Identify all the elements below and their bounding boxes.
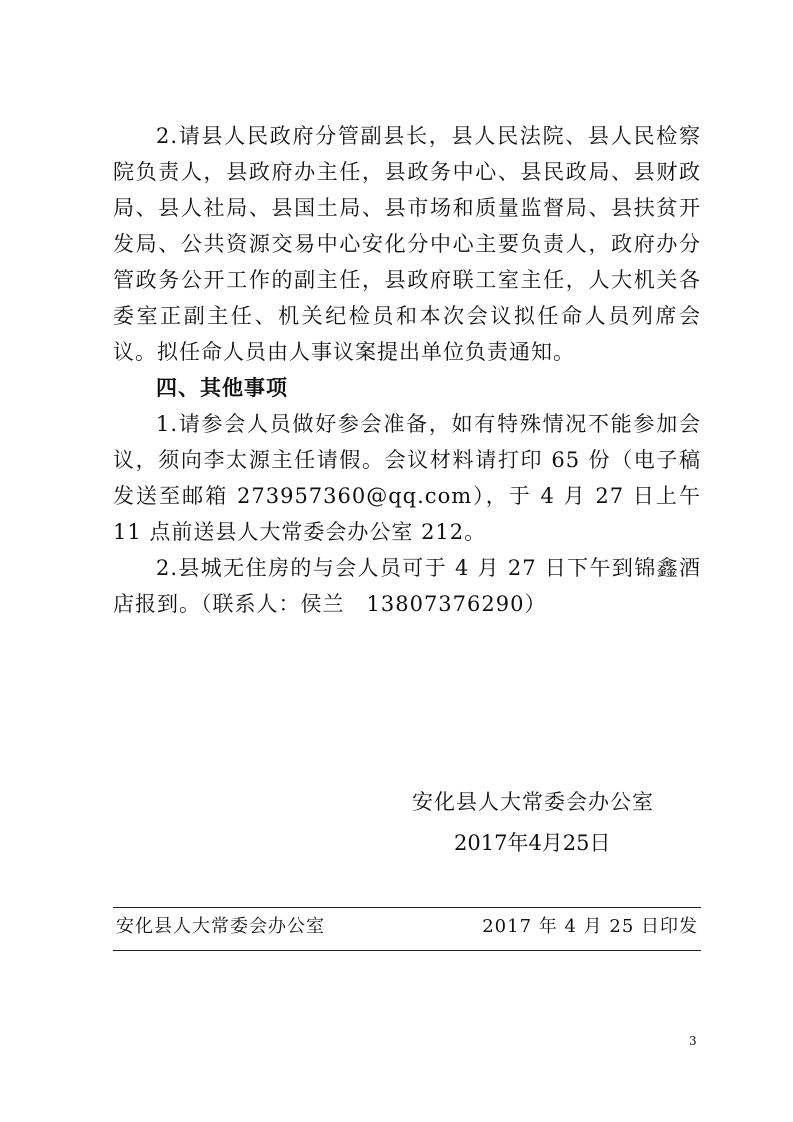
footer-issuer: 安化县人大常委会办公室 [116,916,325,937]
footer-bottom-rule [113,950,701,951]
signature-organization: 安化县人大常委会办公室 [412,790,654,814]
body-text [113,118,701,622]
page-number: 3 [689,1034,697,1048]
paragraph-preparation: 1.请参会人员做好参会准备，如有特殊情况不能参加会议，须向李太源主任请假。会议材料请打印 65 份（电子稿发送至邮箱 273957360@qq.com），于 4 月 27 日上午 11 点前送县人大常委会办公室 212。 [113,412,701,544]
section-heading: 四、其他事项 [156,376,288,400]
signature-date: 2017年4月25日 [454,831,611,855]
paragraph-attendees: 2.请县人民政府分管副县长，县人民法院、县人民检察院负责人，县政府办主任，县政务中心、县民政局、县财政局、县人社局、县国土局、县市场和质量监督局、县扶贫开发局、公共资源交易中心安化分中心主要负责人，政府办分管政务公开工作的副主任，县政府联工室主任，人大机关各委室正副主任、机关纪检员和本次会议拟任命人员列席会议。拟任命人员由人事议案提出单位负责通知。 [113,124,701,364]
footer-top-rule [113,907,701,908]
footer-issue-date: 2017 年 4 月 25 日印发 [482,916,698,937]
paragraph-checkin: 2.县城无住房的与会人员可于 4 月 27 日下午到锦鑫酒店报到。（联系人：侯兰 13807376290） [113,556,701,616]
